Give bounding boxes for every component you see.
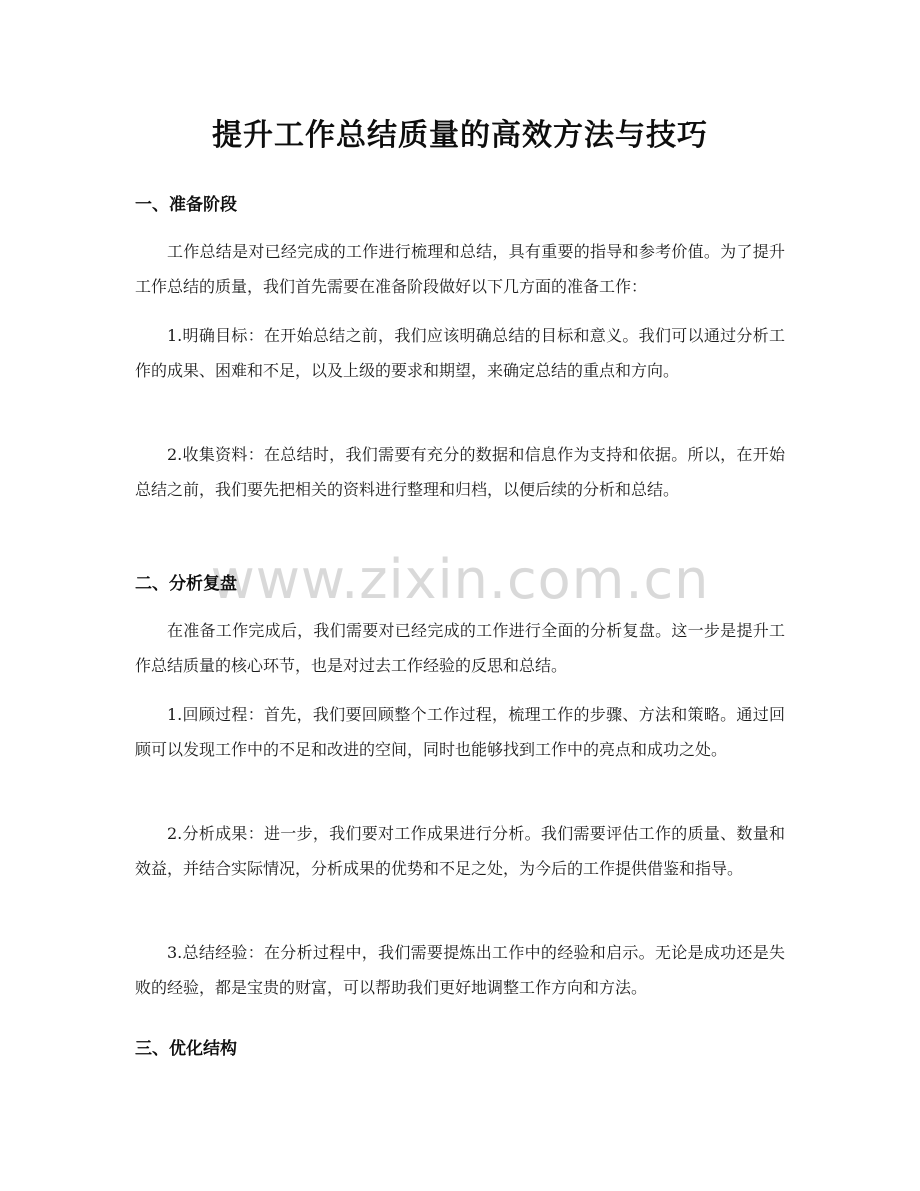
section-heading-2: 二、分析复盘 [135, 574, 237, 594]
paragraph: 2.收集资料：在总结时，我们需要有充分的数据和信息作为支持和依据。所以，在开始总结之前，我们要先把相关的资料进行整理和归档，以便后续的分析和总结。 [135, 445, 785, 499]
paragraph: 3.总结经验：在分析过程中，我们需要提炼出工作中的经验和启示。无论是成功还是失败的经验，都是宝贵的财富，可以帮助我们更好地调整工作方向和方法。 [135, 943, 785, 997]
paragraph: 2.分析成果：进一步，我们要对工作成果进行分析。我们需要评估工作的质量、数量和效益，并结合实际情况，分析成果的优势和不足之处，为今后的工作提供借鉴和指导。 [135, 824, 785, 878]
watermark: www.zixin.com.cn [210, 548, 710, 611]
paragraph: 1.明确目标：在开始总结之前，我们应该明确总结的目标和意义。我们可以通过分析工作的成果、困难和不足，以及上级的要求和期望，来确定总结的重点和方向。 [135, 326, 785, 380]
paragraph: 在准备工作完成后，我们需要对已经完成的工作进行全面的分析复盘。这一步是提升工作总结质量的核心环节，也是对过去工作经验的反思和总结。 [135, 621, 785, 675]
section-heading-3: 三、优化结构 [135, 1039, 237, 1059]
paragraph: 工作总结是对已经完成的工作进行梳理和总结，具有重要的指导和参考价值。为了提升工作总结的质量，我们首先需要在准备阶段做好以下几方面的准备工作： [135, 242, 785, 296]
paragraph: 1.回顾过程：首先，我们要回顾整个工作过程，梳理工作的步骤、方法和策略。通过回顾可以发现工作中的不足和改进的空间，同时也能够找到工作中的亮点和成功之处。 [135, 705, 785, 759]
document-title: 提升工作总结质量的高效方法与技巧 [212, 118, 708, 153]
section-heading-1: 一、准备阶段 [135, 195, 237, 215]
